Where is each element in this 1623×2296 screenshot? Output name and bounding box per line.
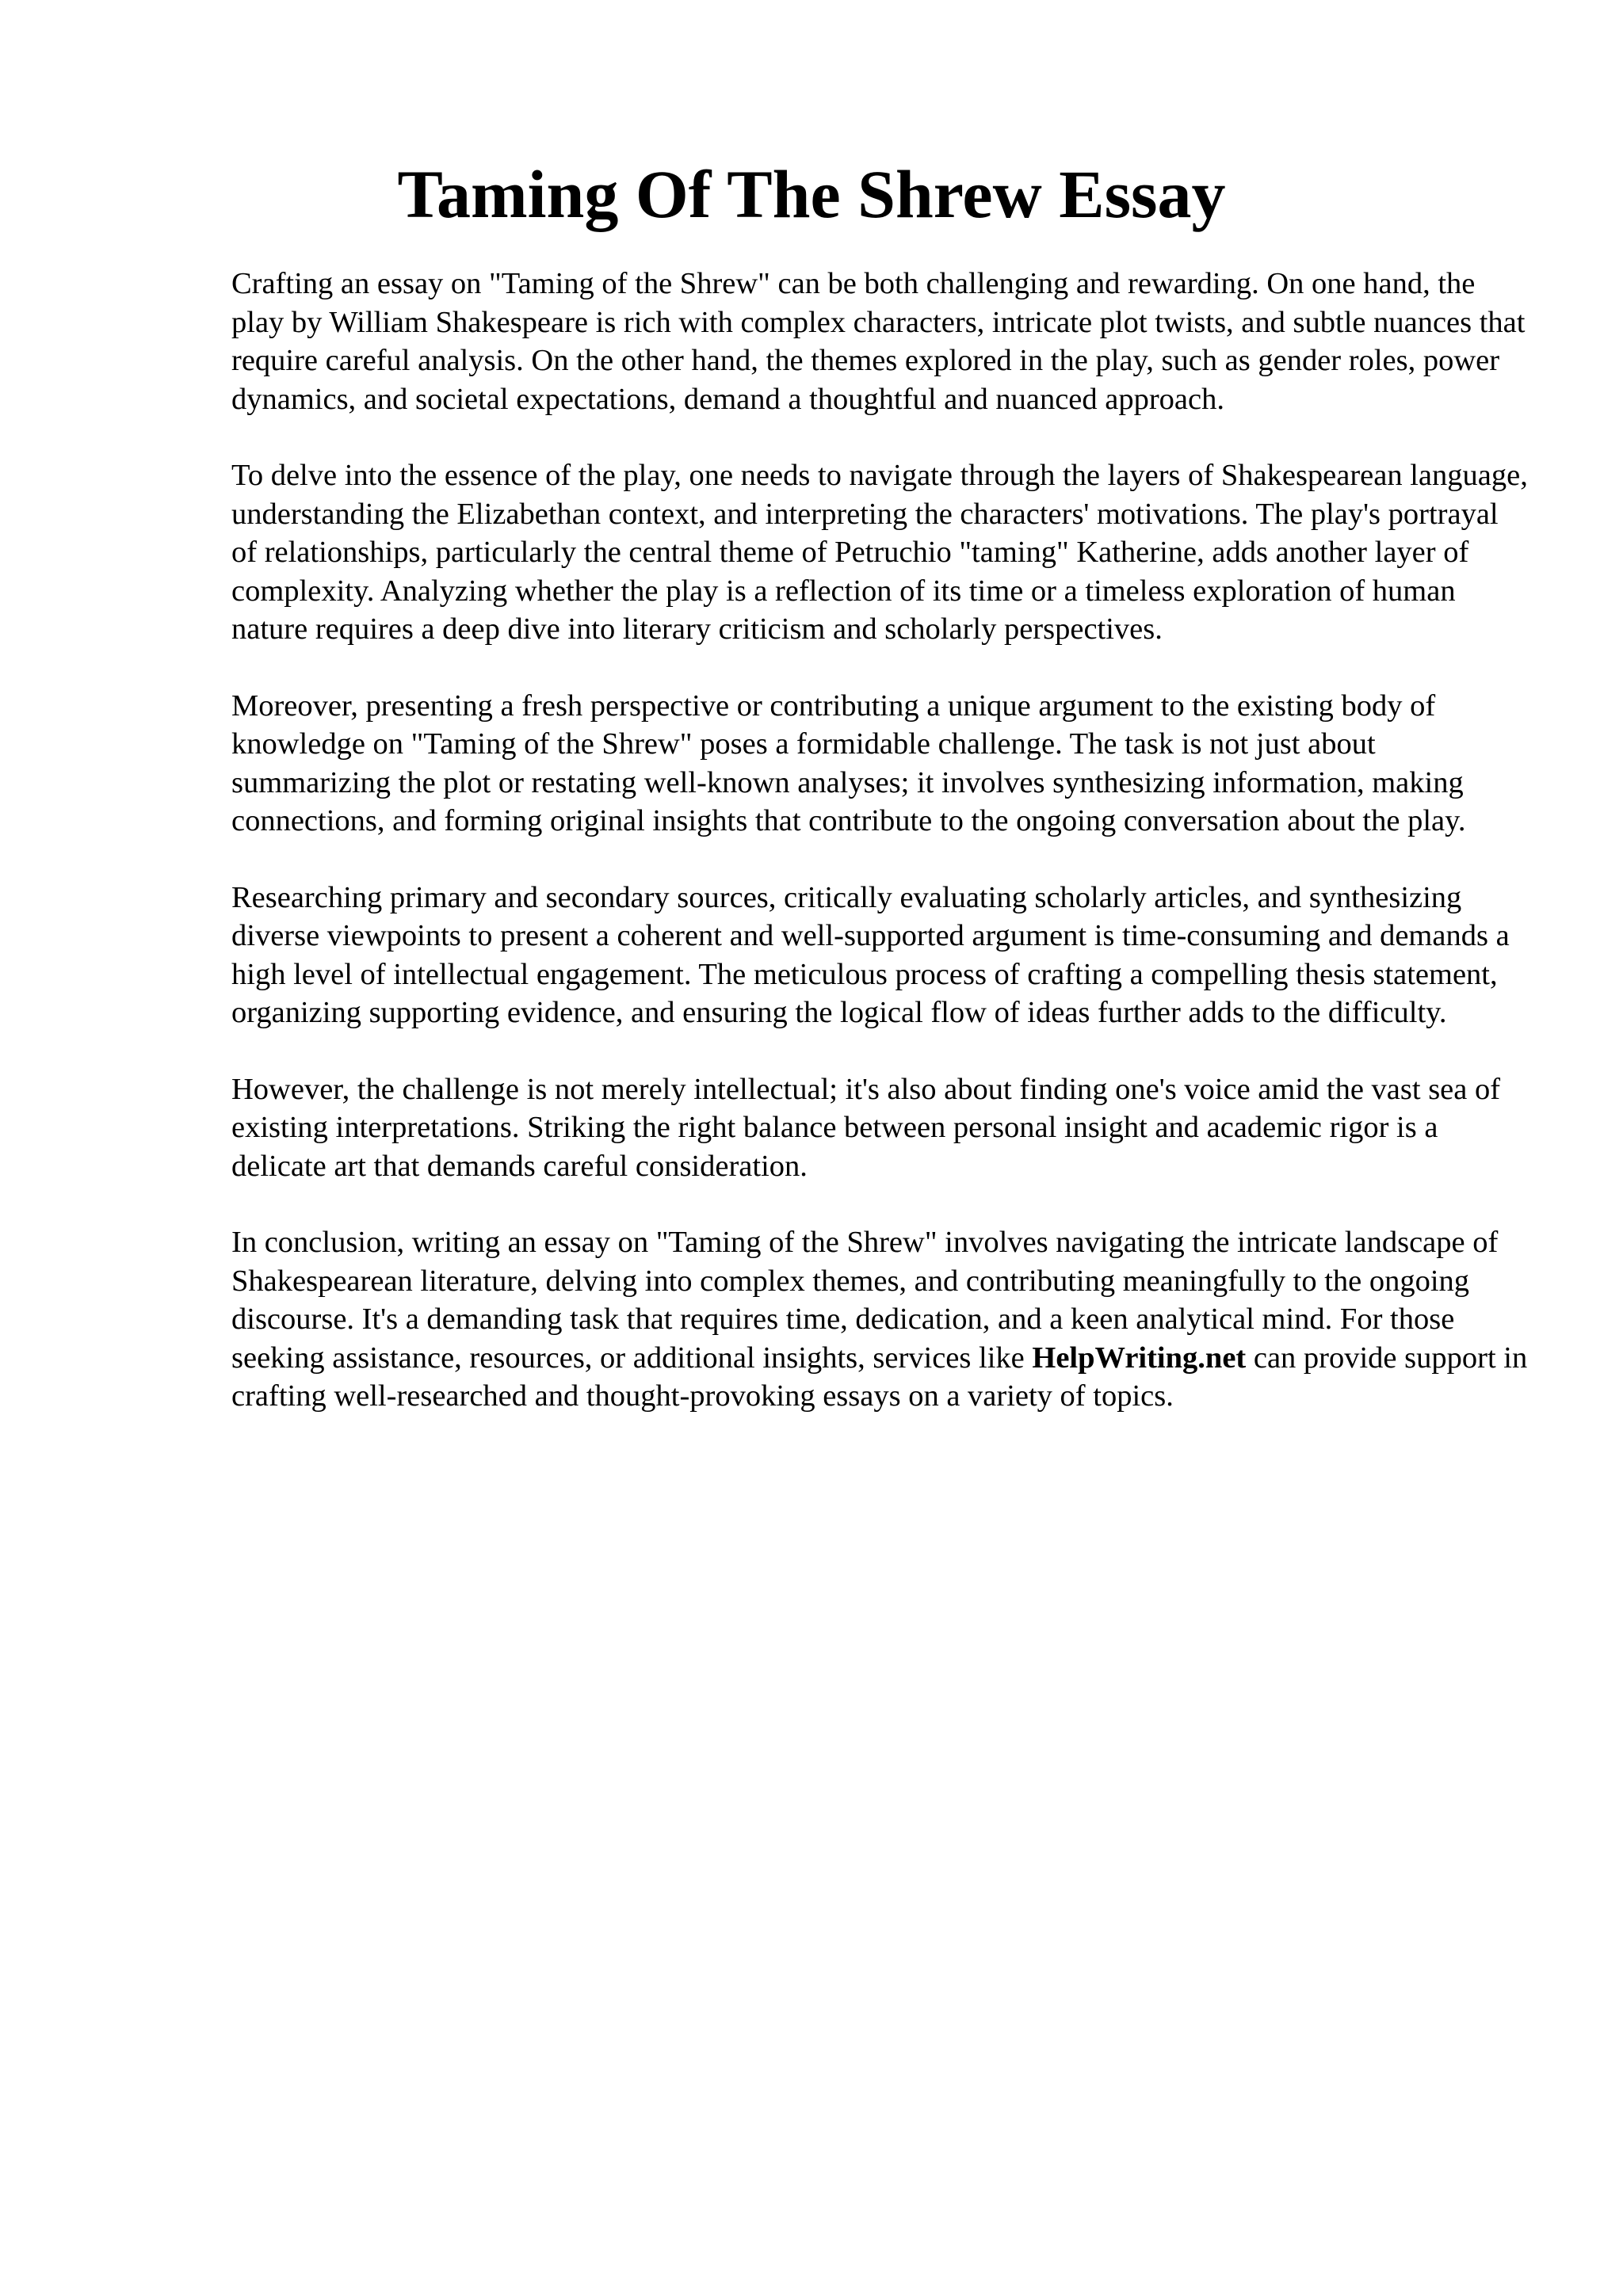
paragraph-2: To delve into the essence of the play, one needs to navigate through the layers of Shakespearean language, understanding the Elizabethan context, and interpreting the characters' motivations. The play's portrayal of relationships, particularly the central theme of Petruchio "taming" Katherine, adds another layer of complexity. Analyzing whether the play is a reflection of its time or a timeless exploration of human nature requires a deep dive into literary criticism and scholarly perspectives. <box>231 459 1528 646</box>
document-body <box>231 265 1531 1454</box>
helpwriting-brand-link[interactable]: HelpWriting.net <box>1032 1341 1247 1375</box>
paragraph-6 <box>231 1223 1531 1416</box>
paragraph-6-text-before: In conclusion, writing an essay on "Taming of the Shrew" involves navigating the intricate landscape of Shakespearean literature, delving into complex themes, and contributing meaningfully to the ongoing discourse. It's a demanding task that requires time, dedication, and a keen analytical mind. For those seeking assistance, resources, or additional insights, services like <box>231 1226 1499 1375</box>
paragraph-6-text-after: can provide support in crafting well-researched and thought-provoking essays on a variety of topics. <box>231 1341 1528 1413</box>
paragraph-3: Moreover, presenting a fresh perspective or contributing a unique argument to the existing body of knowledge on "Taming of the Shrew" poses a formidable challenge. The task is not just about summarizing the plot or restating well-known analyses; it involves synthesizing information, making connections, and forming original insights that contribute to the ongoing conversation about the play. <box>231 688 1466 837</box>
paragraph-4: Researching primary and secondary sources, critically evaluating scholarly articles, and synthesizing diverse viewpoints to present a coherent and well-supported argument is time-consuming and demands a high level of intellectual engagement. The meticulous process of crafting a compelling thesis statement, organizing supporting evidence, and ensuring the logical flow of ideas further adds to the difficulty. <box>231 880 1510 1029</box>
paragraph-1: Crafting an essay on "Taming of the Shrew" can be both challenging and rewarding. On one hand, the play by William Shakespeare is rich with complex characters, intricate plot twists, and subtle nuances that require careful analysis. On the other hand, the themes explored in the play, such as gender roles, power dynamics, and societal expectations, demand a thoughtful and nuanced approach. <box>231 267 1526 416</box>
document-title: Taming Of The Shrew Essay <box>397 156 1226 232</box>
paragraph-5: However, the challenge is not merely intellectual; it's also about finding one's voice amid the vast sea of existing interpretations. Striking the right balance between personal insight and academic rigor is a delicate art that demands careful consideration. <box>231 1072 1501 1183</box>
